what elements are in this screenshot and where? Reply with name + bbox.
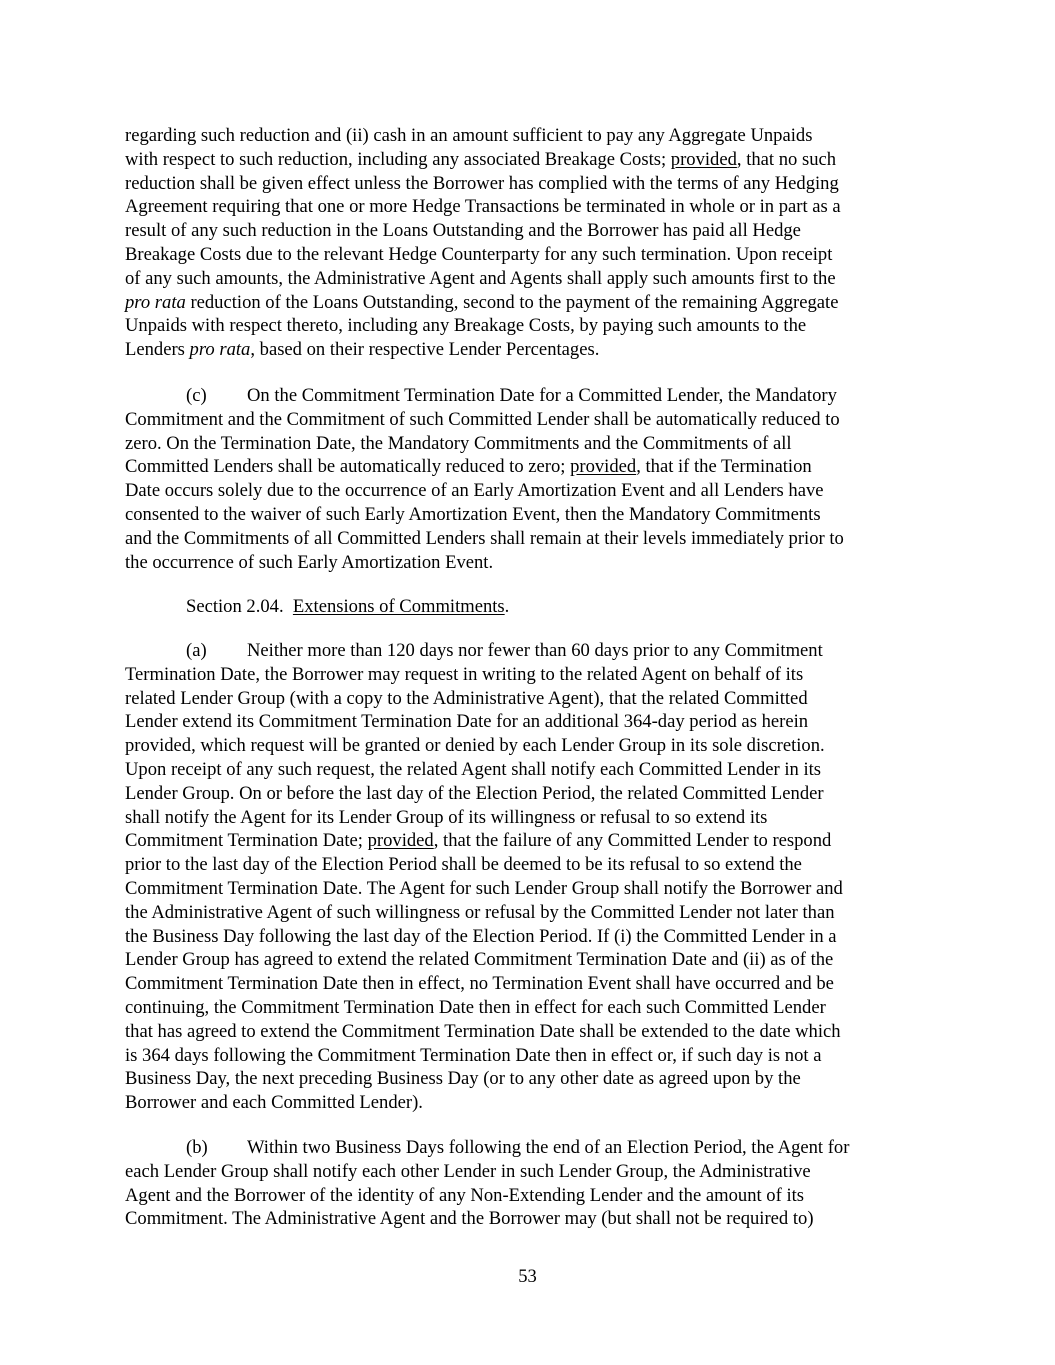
text-line: shall notify the Agent for its Lender Group of its willingness or refusal to so extend its [125,806,768,828]
text-line: prior to the last day of the Election Period shall be deemed to be its refusal to so extend the [125,854,802,876]
text-line: Borrower and each Committed Lender). [125,1092,423,1114]
text-line: pro rata reduction of the Loans Outstanding, second to the payment of the remaining Aggregate [125,291,839,313]
text-line: Committed Lenders shall be automatically reduced to zero; provided, that if the Termination [125,456,812,478]
text-line: (a) Neither more than 120 days nor fewer than 60 days prior to any Commitment [186,640,823,661]
italic-term: pro rata [125,291,186,313]
paragraph-b-continued [125,124,940,362]
text-line: Commitment Termination Date; provided, that the failure of any Committed Lender to respond [125,830,832,852]
text-line: Breakage Costs due to the relevant Hedge Counterparty for any such termination. Upon receipt [125,243,833,265]
paragraph-a [125,639,940,1115]
text-line: is 364 days following the Commitment Termination Date then in effect or, if such day is not a [125,1044,822,1066]
text-line: reduction shall be given effect unless the Borrower has complied with the terms of any Hedging [125,172,839,194]
text-line: the occurrence of such Early Amortization Event. [125,551,494,573]
text-line: Lender extend its Commitment Termination Date for an additional 364-day period as herein [125,711,809,733]
text-line: Business Day, the next preceding Business Day (or to any other date as agreed upon by the [125,1068,801,1090]
text-line: Commitment Termination Date then in effect, no Termination Event shall have occurred and be [125,973,834,995]
text-line: provided, which request will be granted or denied by each Lender Group in its sole discretion. [125,735,825,757]
text-line: Agreement requiring that one or more Hedge Transactions be terminated in whole or in part as a [125,196,841,218]
paragraph-b [125,1136,940,1231]
text-line: zero. On the Termination Date, the Mandatory Commitments and the Commitments of all [125,432,792,454]
defined-term-provided: provided [670,148,737,170]
text-line: with respect to such reduction, including any associated Breakage Costs; provided, that no such [125,148,837,170]
text-line: Termination Date, the Borrower may request in writing to the related Agent on behalf of its [125,663,804,685]
text-line: Commitment Termination Date. The Agent for such Lender Group shall notify the Borrower and [125,877,843,899]
defined-term-provided: provided [367,830,434,852]
text-line: that has agreed to extend the Commitment Termination Date shall be extended to the date which [125,1020,841,1042]
text-line: Commitment and the Commitment of such Committed Lender shall be automatically reduced to [125,408,840,430]
text-line: consented to the waiver of such Early Amortization Event, then the Mandatory Commitments [125,503,821,525]
text-line: the Administrative Agent of such willingness or refusal by the Committed Lender not later than [125,901,835,923]
text-line: (b) Within two Business Days following the end of an Election Period, the Agent for [186,1137,850,1158]
text-line: Lenders pro rata, based on their respective Lender Percentages. [125,339,600,361]
page-number: 53 [518,1266,537,1287]
text-line: related Lender Group (with a copy to the Administrative Agent), that the related Committed [125,687,808,709]
paragraph-marker: (b) [186,1137,208,1158]
text-line: of any such amounts, the Administrative Agent and Agents shall apply such amounts first to the [125,267,836,289]
italic-term: pro rata [189,339,251,361]
text-line: Commitment. The Administrative Agent and the Borrower may (but shall not be required to) [125,1208,814,1230]
text-line: result of any such reduction in the Loans Outstanding and the Borrower has paid all Hedge [125,220,801,242]
text-line: Lender Group has agreed to extend the related Commitment Termination Date and (ii) as of the [125,949,834,971]
defined-term-provided: provided [570,456,637,478]
text-line: Lender Group. On or before the last day of the Election Period, the related Committed Lender [125,782,824,804]
paragraph-c [125,384,940,574]
text-line: each Lender Group shall notify each other Lender in such Lender Group, the Administrative [125,1160,811,1182]
section-number: Section 2.04. [186,596,284,617]
text-line: and the Commitments of all Committed Lenders shall remain at their levels immediately prior to [125,527,844,549]
section-title: Extensions of Commitments [292,596,505,617]
text-line: continuing, the Commitment Termination Date then in effect for each such Committed Lender [125,996,826,1018]
text-line: regarding such reduction and (ii) cash in an amount sufficient to pay any Aggregate Unpaids [125,125,813,146]
text-line: the Business Day following the last day of the Election Period. If (i) the Committed Lender in a [125,925,837,947]
text-line: Date occurs solely due to the occurrence of an Early Amortization Event and all Lenders have [125,480,824,502]
text-line: Unpaids with respect thereto, including any Breakage Costs, by paying such amounts to the [125,315,807,337]
text-line: (c) On the Commitment Termination Date for a Committed Lender, the Mandatory [186,385,837,406]
text-line: Upon receipt of any such request, the related Agent shall notify each Committed Lender in its [125,758,822,780]
paragraph-marker: (a) [186,640,207,661]
text-line: Agent and the Borrower of the identity of any Non-Extending Lender and the amount of its [125,1184,805,1206]
section-heading: Section 2.04. Extensions of Commitments. [186,596,510,617]
paragraph-marker: (c) [186,385,207,406]
